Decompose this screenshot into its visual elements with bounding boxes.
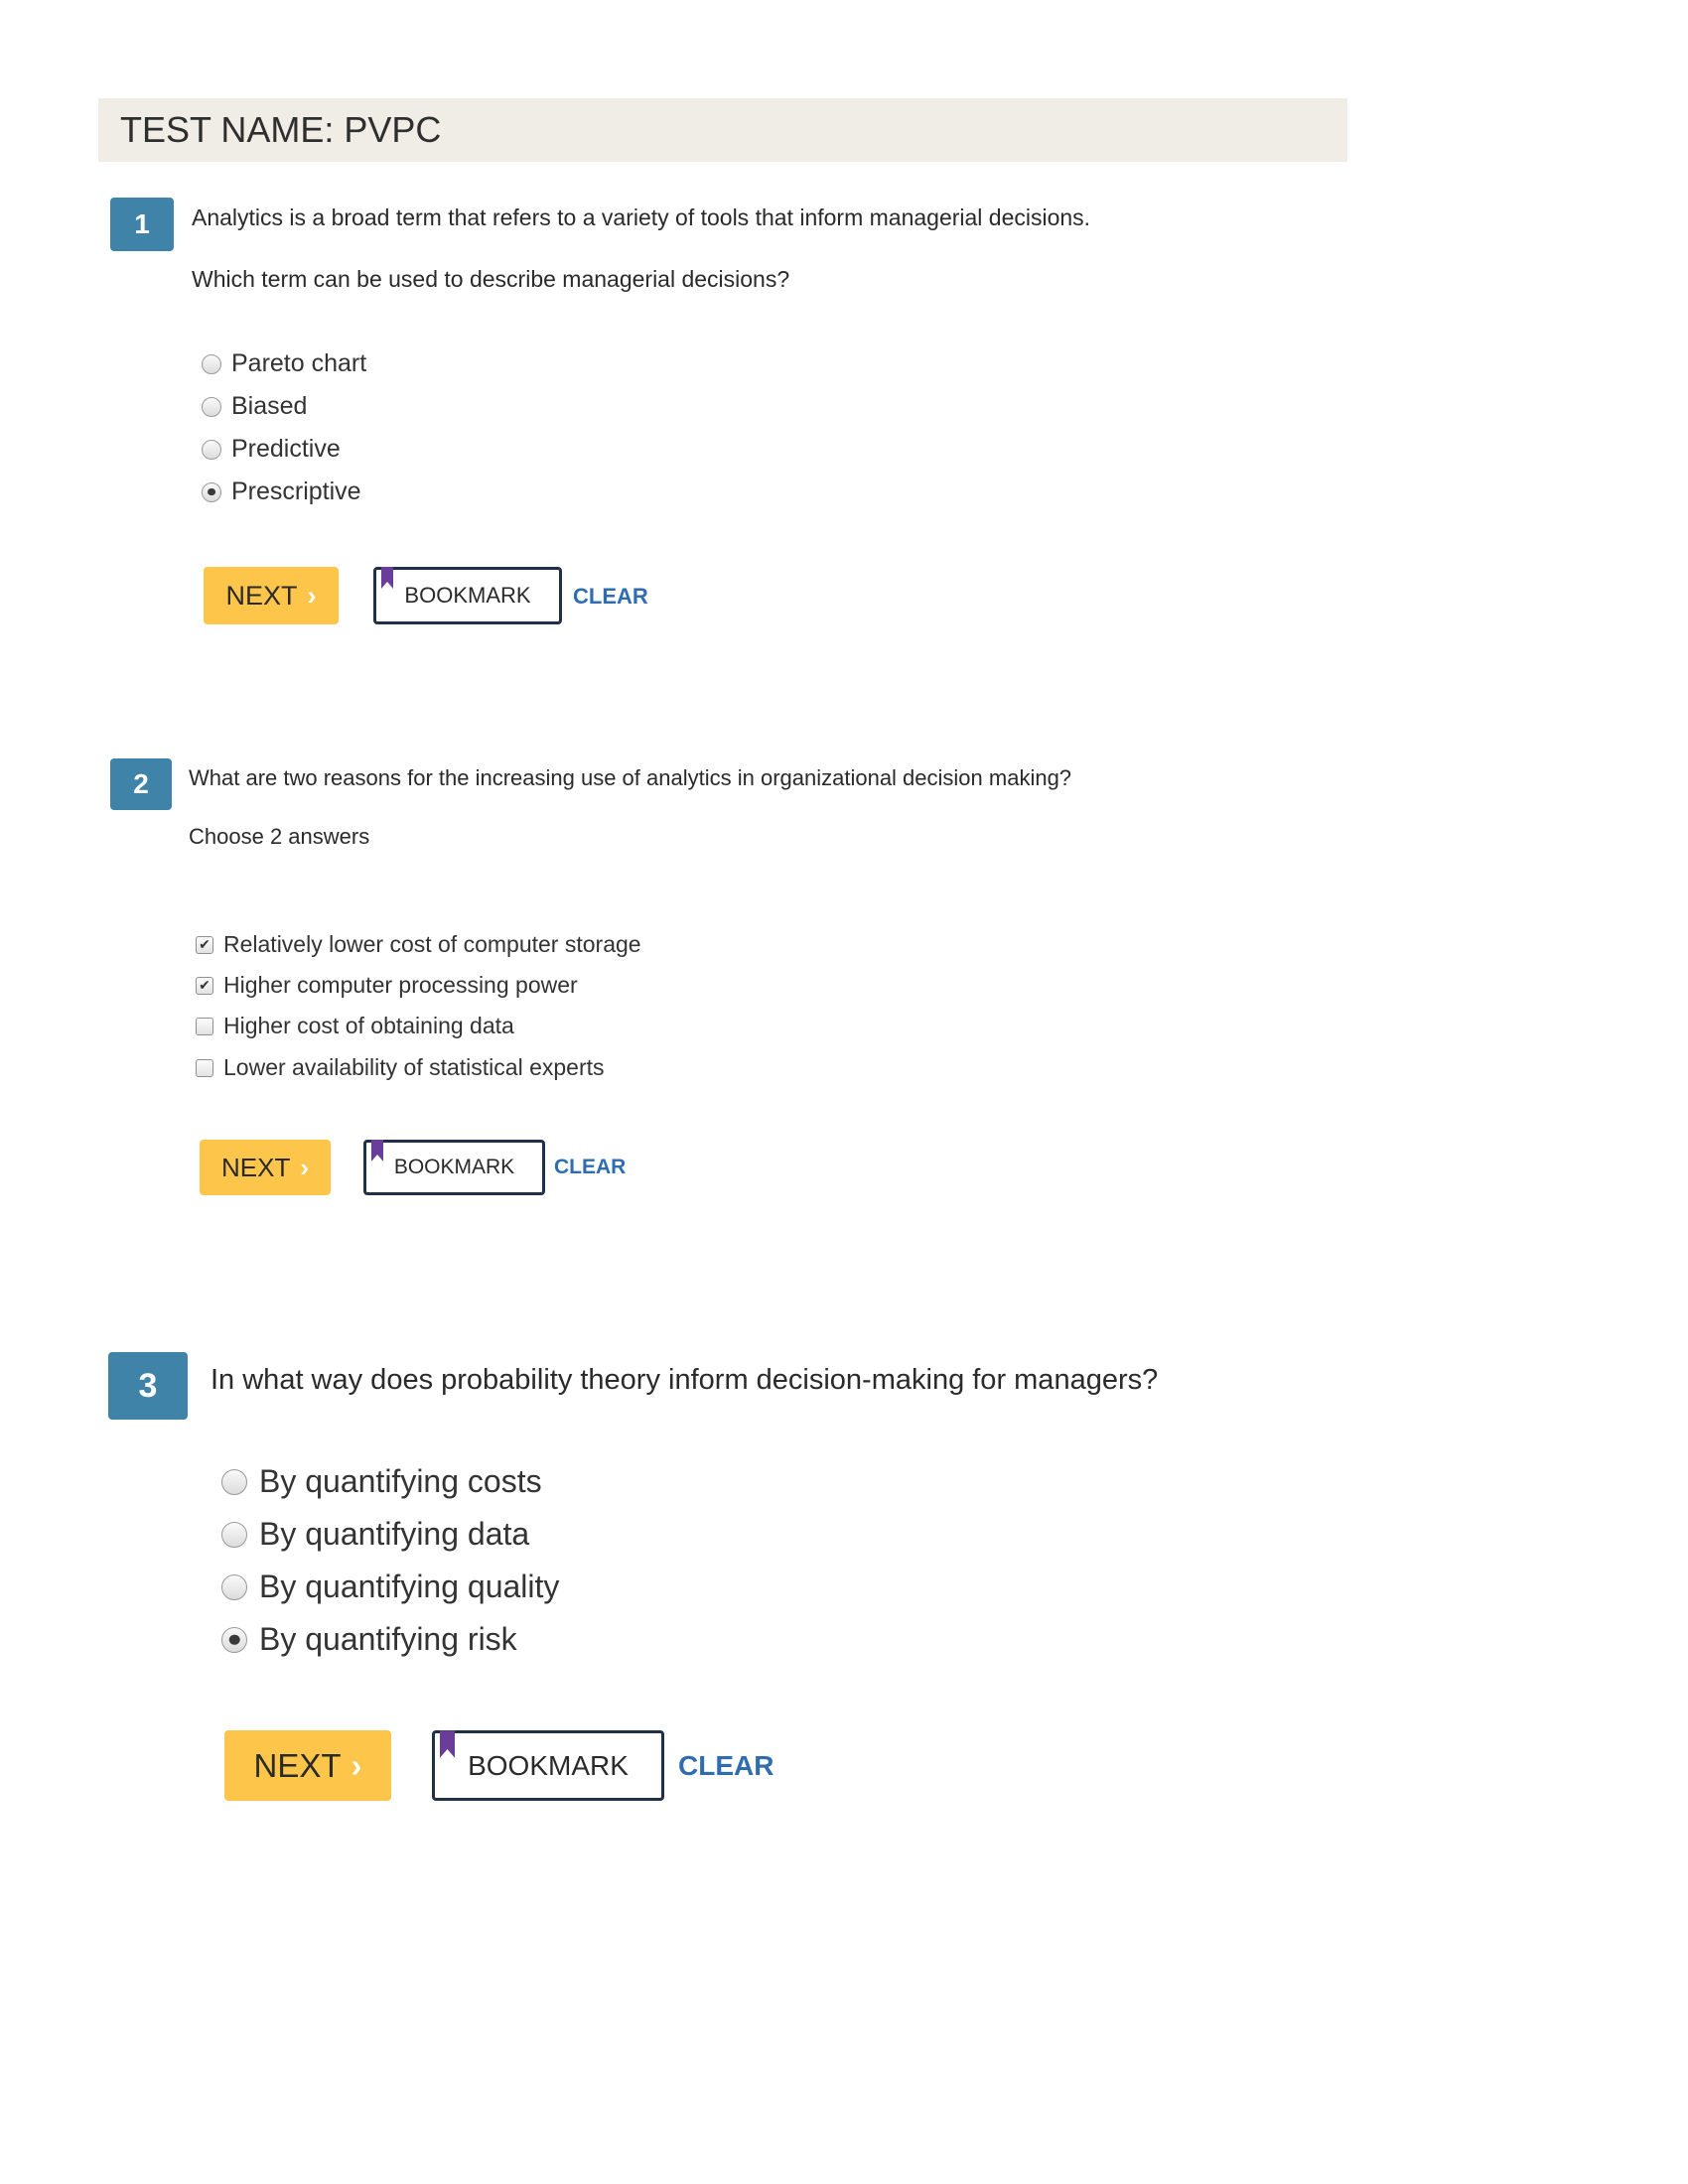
answer-option-processing-power[interactable] [196, 972, 578, 999]
radio-button[interactable] [221, 1469, 247, 1495]
chevron-right-icon: › [307, 580, 317, 611]
answer-option-label: Higher computer processing power [223, 972, 578, 998]
radio-button[interactable] [202, 440, 221, 460]
question-prompt: Which term can be used to describe managerial decisions? [192, 266, 790, 292]
checkbox[interactable] [196, 1059, 213, 1077]
bookmark-button-label: BOOKMARK [393, 1156, 515, 1178]
answer-option-quantifying-risk[interactable] [221, 1621, 517, 1658]
checkbox[interactable] [196, 936, 213, 954]
question-text: Analytics is a broad term that refers to a variety of tools that inform managerial decisions. [192, 205, 1091, 230]
answer-option-label: Biased [231, 392, 308, 420]
bookmark-button[interactable] [363, 1140, 545, 1195]
test-header [98, 98, 1347, 162]
radio-button-selected[interactable] [202, 482, 221, 502]
question-number-badge: 3 [108, 1352, 188, 1420]
answer-option-label: Predictive [231, 435, 341, 463]
next-button[interactable] [204, 567, 339, 624]
bookmark-button[interactable] [432, 1730, 664, 1801]
question-instruction: Choose 2 answers [189, 824, 370, 849]
question-number-badge: 2 [110, 758, 172, 810]
next-button-label: NEXT [220, 1152, 291, 1182]
answer-option-label: By quantifying quality [259, 1569, 560, 1604]
answer-option-label: By quantifying risk [259, 1621, 517, 1657]
question-text: In what way does probability theory inform decision-making for managers? [211, 1364, 1159, 1396]
answer-option-quantifying-data[interactable] [221, 1516, 529, 1553]
answer-option-lower-storage-cost[interactable] [196, 931, 641, 958]
answer-option-label: Relatively lower cost of computer storage [223, 931, 641, 957]
answer-option-label: Prescriptive [231, 478, 361, 505]
clear-link[interactable]: CLEAR [678, 1750, 774, 1781]
bookmark-ribbon-icon [381, 567, 393, 589]
checkbox[interactable] [196, 977, 213, 995]
answer-option-lower-expert-availability[interactable] [196, 1054, 605, 1081]
answer-option-higher-data-cost[interactable] [196, 1013, 514, 1039]
radio-button-selected[interactable] [221, 1627, 247, 1653]
next-button-label: NEXT [253, 1746, 342, 1784]
check-mark-icon: ✔ [199, 977, 211, 993]
answer-option-label: Lower availability of statistical experts [223, 1054, 605, 1080]
bookmark-ribbon-icon [440, 1730, 455, 1758]
chevron-right-icon: › [300, 1152, 309, 1182]
checkbox[interactable] [196, 1018, 213, 1035]
radio-button[interactable] [202, 354, 221, 374]
test-name-title: TEST NAME: PVPC [120, 109, 442, 150]
next-button[interactable] [200, 1140, 331, 1195]
radio-button[interactable] [202, 397, 221, 417]
bookmark-ribbon-icon [371, 1140, 383, 1161]
chevron-right-icon: › [351, 1746, 362, 1784]
radio-button[interactable] [221, 1522, 247, 1548]
next-button[interactable] [224, 1730, 391, 1801]
bookmark-button-label: BOOKMARK [404, 583, 531, 608]
clear-link[interactable]: CLEAR [573, 584, 648, 609]
clear-link[interactable]: CLEAR [554, 1156, 627, 1178]
answer-option-quantifying-costs[interactable] [221, 1463, 542, 1500]
next-button-label: NEXT [225, 580, 298, 611]
answer-option-predictive[interactable] [202, 435, 341, 464]
answer-option-pareto-chart[interactable] [202, 349, 366, 378]
question-number-badge: 1 [110, 198, 174, 251]
check-mark-icon: ✔ [199, 936, 211, 952]
bookmark-button[interactable] [373, 567, 562, 624]
answer-option-biased[interactable] [202, 392, 307, 421]
answer-option-label: Higher cost of obtaining data [223, 1013, 514, 1038]
answer-option-label: By quantifying data [259, 1516, 530, 1552]
answer-option-quantifying-quality[interactable] [221, 1569, 559, 1605]
answer-option-label: Pareto chart [231, 349, 367, 377]
question-text: What are two reasons for the increasing use of analytics in organizational decision making? [189, 765, 1072, 790]
answer-option-prescriptive[interactable] [202, 478, 361, 506]
bookmark-button-label: BOOKMARK [468, 1749, 629, 1781]
answer-option-label: By quantifying costs [259, 1463, 542, 1499]
radio-button[interactable] [221, 1574, 247, 1600]
